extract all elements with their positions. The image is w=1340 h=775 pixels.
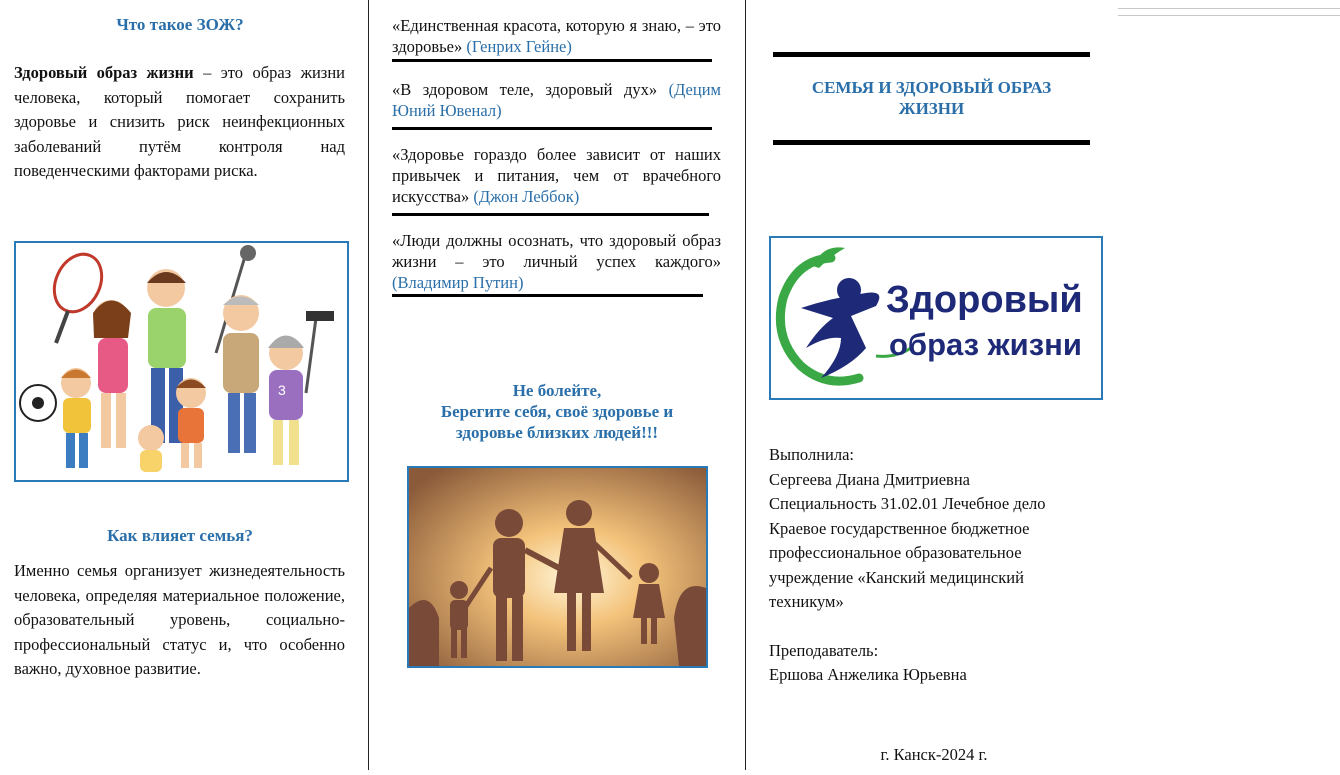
institution-line-4: техникум» [769, 592, 844, 611]
quote-separator [392, 294, 703, 297]
specialty: Специальность 31.02.01 Лечебное дело [769, 494, 1046, 513]
institution-line-3: учреждение «Канский медицинский [769, 567, 1024, 587]
closing-wish [380, 380, 734, 443]
quote-author: (Владимир Путин) [392, 273, 524, 292]
city-year-footer: г. Канск-2024 г. [880, 745, 988, 764]
teacher-name: Ершова Анжелика Юрьевна [769, 665, 967, 684]
family-sunset-image [409, 468, 706, 666]
quote-text: «Единственная красота, которую я знаю, – это здоровье» [392, 16, 721, 56]
zozh-definition [14, 61, 345, 184]
wish-line-1: Не болейте, [512, 381, 602, 400]
author-name: Сергеева Диана Дмитриевна [769, 469, 970, 489]
quote-separator [392, 59, 712, 62]
wish-line-2: Берегите себя, своё здоровье и [440, 402, 674, 421]
logo-line-1: Здоровый [886, 279, 1083, 321]
heading-family-influence: Как влияет семья? [107, 526, 253, 545]
quote-putin [392, 230, 721, 293]
quote-juvenal [392, 79, 721, 121]
brochure-title [773, 77, 1090, 119]
heading-what-is-zozh: Что такое ЗОЖ? [116, 15, 244, 34]
quote-author: (Генрих Гейне) [466, 37, 572, 56]
column-divider-2 [745, 0, 746, 770]
title-line-2: ЖИЗНИ [898, 99, 965, 118]
page-edge-line [1118, 8, 1340, 16]
definition-term: Здоровый образ жизни [14, 63, 194, 82]
quote-text: «В здоровом теле, здоровый дух» [392, 80, 658, 99]
institution-line-2: профессиональное образовательное [769, 543, 1022, 562]
performed-label: Выполнила: [769, 445, 854, 464]
quote-text: «Здоровье гораздо более зависит от наших привычек и питания, чем от врачебного искусства» [392, 145, 721, 206]
quote-author: (Джон Леббок) [473, 187, 580, 206]
logo-line-2: образ жизни [889, 327, 1082, 362]
institution-line-1: Краевое государственное бюджетное [769, 518, 1030, 538]
quote-heine [392, 15, 721, 57]
wish-line-3: здоровье близких людей!!! [455, 423, 659, 442]
quote-separator [392, 213, 709, 216]
quote-author: (Децим Юний Ювенал) [392, 80, 721, 120]
family-sport-illustration [14, 241, 349, 482]
quote-text: «Люди должны осознать, что здоровый образ жизни – это личный успех каждого» [392, 231, 721, 271]
family-silhouette-photo [407, 466, 708, 668]
healthy-lifestyle-logo [769, 236, 1103, 400]
author-info [769, 443, 1109, 688]
column-divider-1 [368, 0, 369, 770]
teacher-label: Преподаватель: [769, 640, 879, 660]
quote-separator [392, 127, 712, 130]
family-influence-text: Именно семья организует жизнедеятельность человека, определяя материальное положение, образовательный уровень, социально-профессиональный статус и, что особенно важно, духовное развитие. [14, 561, 345, 678]
family-cartoon-image [16, 243, 347, 480]
title-top-rule [773, 52, 1090, 57]
title-bottom-rule [773, 140, 1090, 145]
definition-text: – это образ жизни человека, который помогает сохранить здоровье и снизить риск неинфекционных заболеваний путём контроля над поведенческими факторами риска. [14, 63, 345, 180]
quote-lubbock [392, 144, 721, 207]
svg-text:3: 3 [278, 382, 286, 398]
info-spacer [769, 615, 1109, 639]
title-line-1: СЕМЬЯ И ЗДОРОВЫЙ ОБРАЗ [811, 78, 1052, 97]
